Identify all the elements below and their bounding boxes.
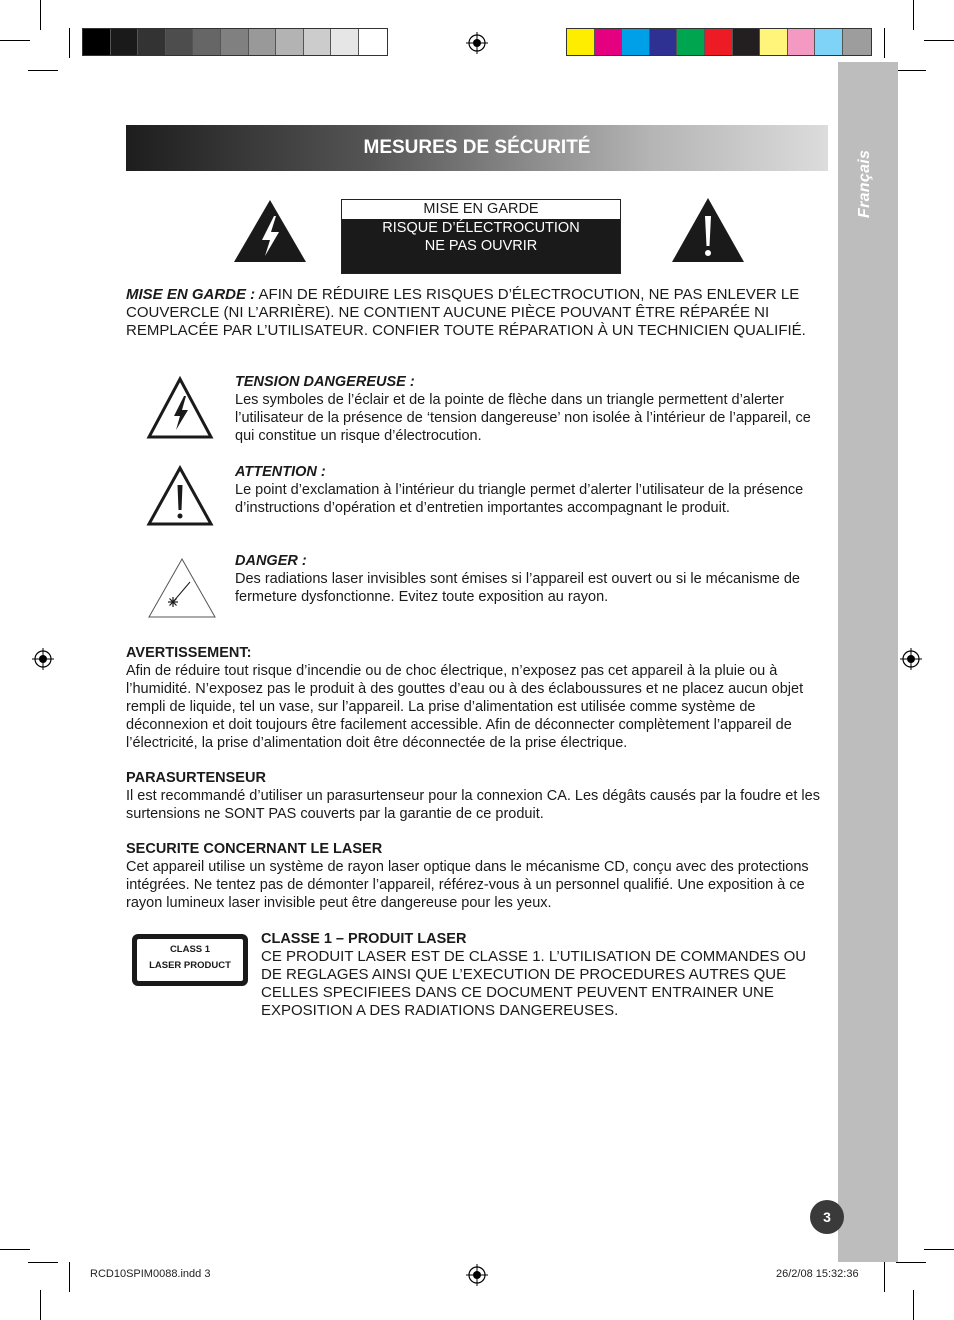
- color-swatch: [166, 29, 194, 55]
- symbol-title: DANGER :: [235, 553, 307, 569]
- registration-mark-icon: [32, 648, 54, 670]
- color-swatch: [138, 29, 166, 55]
- warning-box: [341, 199, 621, 274]
- color-swatch: [83, 29, 111, 55]
- symbol-title: TENSION DANGEREUSE :: [235, 374, 415, 390]
- registration-mark-icon: [466, 1264, 488, 1286]
- color-swatch: [304, 29, 332, 55]
- color-swatch: [276, 29, 304, 55]
- exclamation-triangle-icon: [670, 196, 746, 264]
- color-swatch: [567, 29, 595, 55]
- section-title: AVERTISSEMENT:: [126, 645, 252, 661]
- color-swatch: [331, 29, 359, 55]
- crop-mark: [913, 1290, 914, 1320]
- crop-mark: [896, 70, 926, 71]
- symbol-block-danger: [235, 552, 805, 606]
- section-header: MESURES DE SÉCURITÉ: [126, 125, 828, 171]
- laser-triangle-icon: [146, 556, 218, 620]
- crop-mark: [69, 1262, 70, 1292]
- section-text: CE PRODUIT LASER EST DE CLASSE 1. L’UTILISATION DE COMMANDES OU DE REGLAGES AINSI QUE L’EXECUTION DE PROCEDURES AUTRES QUE CELLES SPECIFIEES DANS CE DOCUMENT PEUVENT ENTRAINER UNE EXPOSITION A DES RADIATIONS DANGEREUSES.: [261, 948, 807, 1019]
- section-text: Il est recommandé d’utiliser un parasurtenseur pour la connexion CA. Les dégâts causés par la foudre et les surtensions ne SONT PAS couverts par la garantie de ce produit.: [126, 788, 820, 822]
- color-swatch: [359, 29, 387, 55]
- section-text: Cet appareil utilise un système de rayon laser optique dans le mécanisme CD, conçu avec des protections intégrées. Ne tentez pas de démonter l’appareil, référez-vous à un personnel qualifié. Une exposition à ce rayon lumineux laser invisible peut être dangereuse pour les yeux.: [126, 859, 809, 911]
- color-swatch: [249, 29, 277, 55]
- color-swatch: [843, 29, 871, 55]
- color-swatch: [622, 29, 650, 55]
- crop-mark: [924, 1249, 954, 1250]
- symbol-block-tension: [235, 373, 825, 445]
- color-swatch: [733, 29, 761, 55]
- color-swatch: [595, 29, 623, 55]
- color-swatch: [788, 29, 816, 55]
- section-laser: [126, 840, 828, 912]
- symbol-block-attention: [235, 463, 805, 517]
- section-parasurtenseur: [126, 769, 831, 823]
- exclamation-triangle-icon: [146, 465, 214, 527]
- crop-mark: [884, 1262, 885, 1292]
- color-swatch: [221, 29, 249, 55]
- crop-mark: [69, 28, 70, 58]
- symbol-text: Des radiations laser invisibles sont émises si l’appareil est ouvert ou si le mécanisme de fermeture dysfonctionne. Evitez toute exposition au rayon.: [235, 571, 800, 605]
- crop-mark: [0, 1249, 30, 1250]
- color-swatch: [677, 29, 705, 55]
- crop-mark: [913, 0, 914, 30]
- footer-file: RCD10SPIM0088.indd 3: [90, 1268, 211, 1280]
- footer-datetime: 26/2/08 15:32:36: [776, 1268, 859, 1280]
- page-number: 3: [810, 1200, 844, 1234]
- section-avertissement: [126, 644, 828, 752]
- color-bar: [566, 28, 872, 56]
- lightning-triangle-icon: [232, 198, 308, 264]
- registration-mark-icon: [466, 32, 488, 54]
- language-side-tab: [838, 62, 898, 1262]
- laser-label-line-1: CLASS 1: [169, 944, 211, 955]
- color-swatch: [193, 29, 221, 55]
- crop-mark: [896, 1262, 926, 1263]
- laser-label-line-2: LASER PRODUCT: [149, 960, 231, 971]
- intro-paragraph: [126, 286, 816, 340]
- crop-mark: [40, 0, 41, 30]
- symbol-title: ATTENTION :: [235, 464, 326, 480]
- class1-laser-label: [132, 934, 248, 986]
- warning-line-3: NE PAS OUVRIR: [424, 238, 538, 254]
- registration-mark-icon: [900, 648, 922, 670]
- symbol-text: Les symboles de l’éclair et de la pointe de flèche dans un triangle permettent d’alerter l’utilisateur de la présence de ‘tension dangereuse’ non isolée à l’intérieur de l’appareil, ce qui constitue un risque d’électrocution.: [235, 392, 811, 444]
- intro-lead: MISE EN GARDE :: [126, 286, 256, 303]
- lightning-triangle-icon: [146, 376, 214, 440]
- section-title: CLASSE 1 – PRODUIT LASER: [261, 931, 467, 947]
- intro-text: AFIN DE RÉDUIRE LES RISQUES D’ÉLECTROCUTION, NE PAS ENLEVER LE COUVERCLE (NI L’ARRIÈRE). NE CONTIENT AUCUNE PIÈCE POUVANT ÊTRE RÉPARÉE NI REMPLACÉE PAR L’UTILISATEUR. CONFIER TOUTE RÉPARATION À UN TECHNICIEN QUALIFIÉ.: [126, 286, 806, 339]
- crop-mark: [40, 1290, 41, 1320]
- color-swatch: [760, 29, 788, 55]
- grayscale-bar: [82, 28, 388, 56]
- section-text: Afin de réduire tout risque d’incendie ou de choc électrique, n’exposez pas cet appareil à la pluie ou à l’humidité. N’exposez pas le produit à des gouttes d’eau ou à des éclaboussures et ne placez aucun objet rempli de liquide, tel un vase, sur l’appareil. La prise d’alimentation est utilisée comme système de déconnexion et doit toujours être facilement accessible. Afin de déconnecter complètement l’appareil de l’électricité, la prise d’alimentation doit être déconnectée de la prise électrique.: [126, 663, 804, 751]
- language-label: Français: [856, 149, 873, 218]
- crop-mark: [884, 28, 885, 58]
- crop-mark: [28, 1262, 58, 1263]
- color-swatch: [815, 29, 843, 55]
- color-swatch: [650, 29, 678, 55]
- crop-mark: [924, 40, 954, 41]
- section-title: PARASURTENSEUR: [126, 770, 266, 786]
- color-swatch: [705, 29, 733, 55]
- crop-mark: [0, 40, 30, 41]
- section-title: SECURITE CONCERNANT LE LASER: [126, 841, 383, 857]
- symbol-text: Le point d’exclamation à l’intérieur du triangle permet d’alerter l’utilisateur de la présence d’instructions d’opération et d’entretien importantes accompagnant le produit.: [235, 482, 804, 516]
- crop-mark: [28, 70, 58, 71]
- color-swatch: [111, 29, 139, 55]
- warning-line-2: RISQUE D’ÉLECTROCUTION: [382, 220, 580, 236]
- warning-line-1: MISE EN GARDE: [342, 200, 620, 219]
- section-class1: [261, 930, 831, 1020]
